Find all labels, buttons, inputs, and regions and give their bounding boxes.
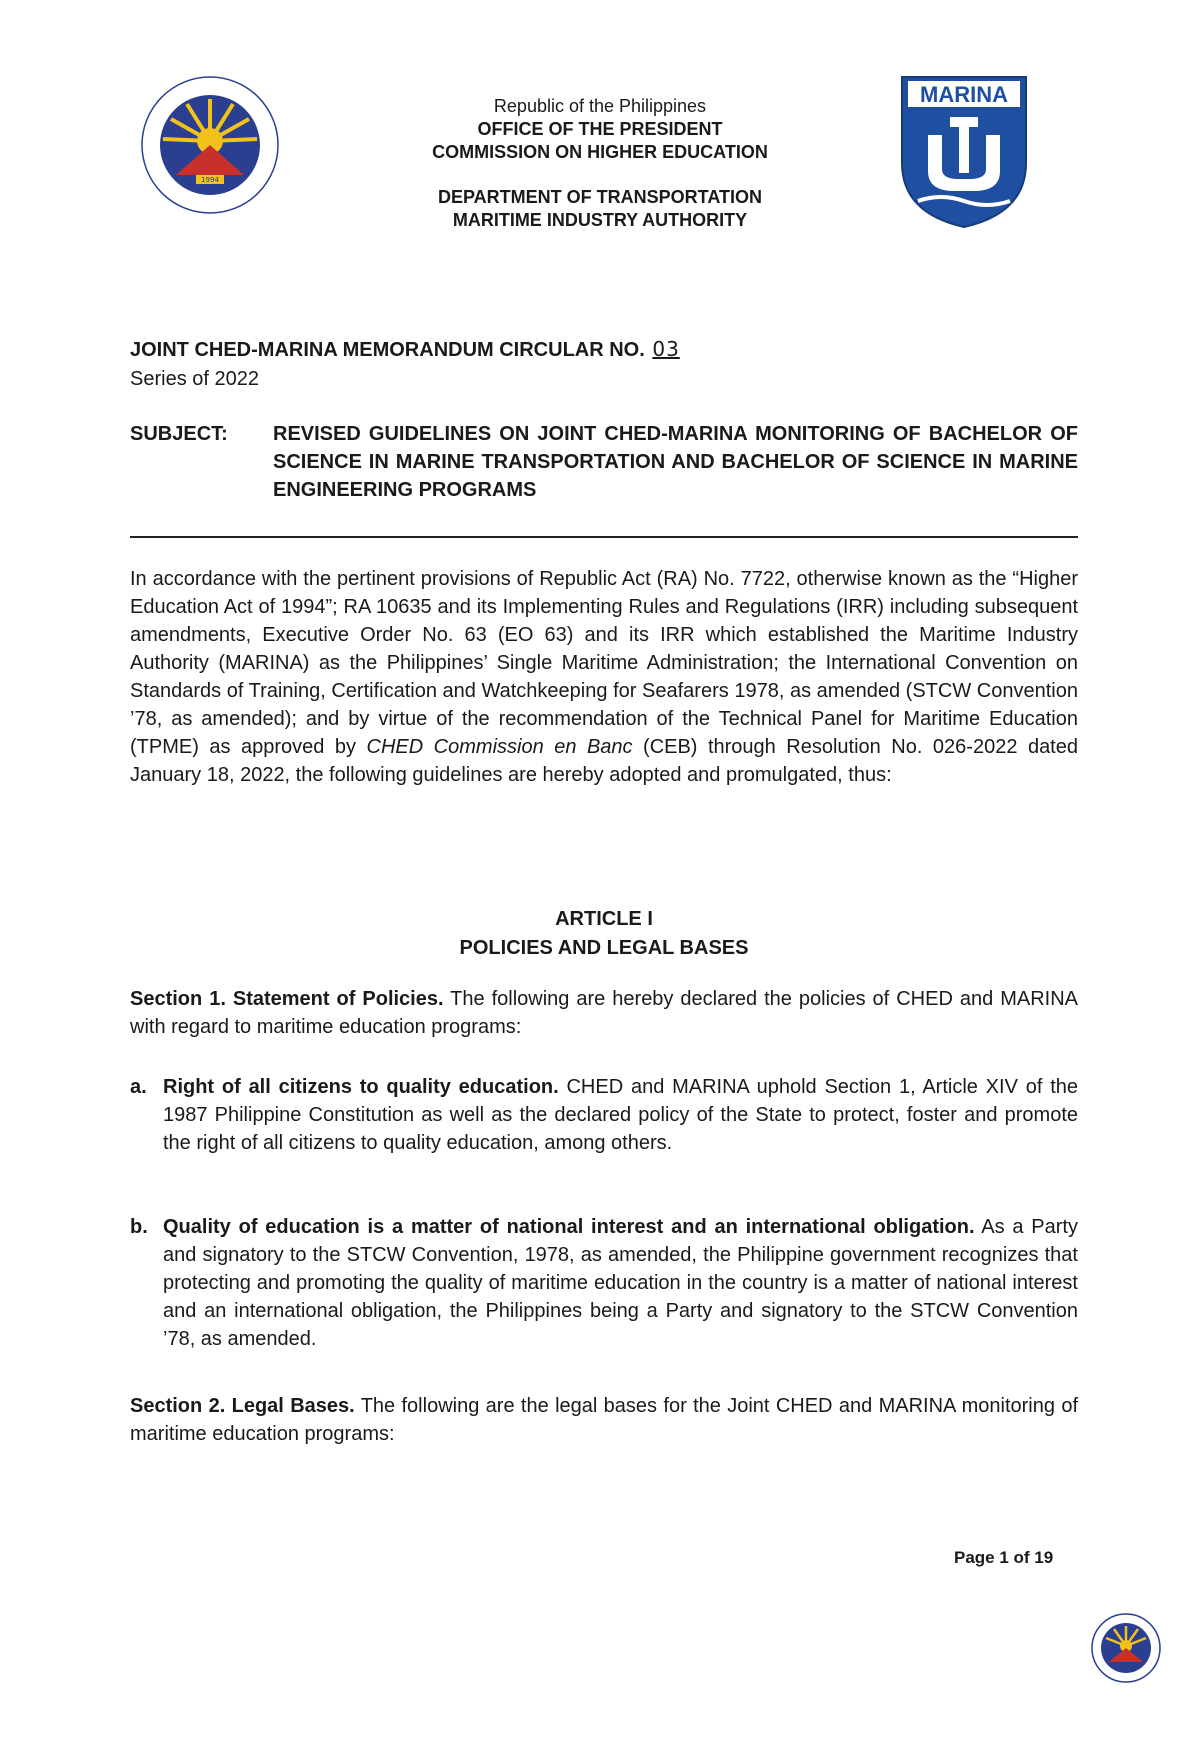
marina-logo — [898, 73, 1030, 229]
intro-paragraph — [130, 565, 1078, 789]
intro-text-part2: (CEB) through Resolution No. 026-2022 dated January 18, 2022, the following guidelines are hereby adopted and promulgated, thus: — [130, 736, 1078, 786]
page-number: Page 1 of 19 — [954, 1548, 1054, 1567]
subject-label: SUBJECT: — [130, 423, 228, 445]
header-ched: COMMISSION ON HIGHER EDUCATION — [432, 142, 768, 162]
header-office: OFFICE OF THE PRESIDENT — [477, 119, 723, 139]
header-dotr: DEPARTMENT OF TRANSPORTATION — [438, 187, 762, 207]
policy-item-a — [130, 1073, 1078, 1157]
section-2 — [130, 1392, 1078, 1448]
circular-number: 03 — [652, 337, 680, 361]
ched-seal-small-icon — [1090, 1612, 1162, 1684]
article-number: ARTICLE I — [555, 908, 653, 930]
item-b-letter: b. — [130, 1216, 148, 1238]
intro-text-part1: In accordance with the pertinent provisions of Republic Act (RA) No. 7722, otherwise known as the “Higher Education Act of 1994”; RA 10635 and its Implementing Rules and Regulations (IRR) including subsequent amendments, Executive Order No. 63 (EO 63) and its IRR which established the Maritime Industry Authority (MARINA) as the Philippines’ Single Maritime Administration; the International Convention on Standards of Training, Certification and Watchkeeping for Seafarers 1978, as amended (STCW Convention ’78, as amended); and by virtue of the recommendation of the Technical Panel for Maritime Education (TPME) as approved by — [130, 568, 1078, 758]
item-a-heading: Right of all citizens to quality education. — [163, 1076, 559, 1098]
divider — [130, 536, 1078, 538]
subject-text: REVISED GUIDELINES ON JOINT CHED-MARINA MONITORING OF BACHELOR OF SCIENCE IN MARINE TRANSPORTATION AND BACHELOR OF SCIENCE IN MARINE ENGINEERING PROGRAMS — [273, 423, 1078, 501]
circular-series: Series of 2022 — [130, 368, 259, 390]
circular-title: JOINT CHED-MARINA MEMORANDUM CIRCULAR NO. — [130, 339, 645, 361]
letterhead-text — [350, 95, 850, 232]
letterhead — [0, 75, 1200, 275]
item-a-letter: a. — [130, 1076, 147, 1098]
svg-text:MARINA: MARINA — [920, 82, 1008, 107]
item-b-heading: Quality of education is a matter of national interest and an international obligation. — [163, 1216, 975, 1238]
item-b-text: As a Party and signatory to the STCW Convention, 1978, as amended, the Philippine government recognizes that protecting and promoting the quality of maritime education in the country is a matter of national interest and an international obligation, the Philippines being a Party and signatory to the STCW Convention ’78, as amended. — [163, 1216, 1078, 1350]
section-1-text: The following are hereby declared the policies of CHED and MARINA with regard to maritime education programs: — [130, 988, 1078, 1038]
article-heading — [130, 905, 1078, 963]
policy-item-b — [130, 1213, 1078, 1353]
ched-seal-logo — [140, 75, 280, 215]
svg-text:1994: 1994 — [201, 176, 219, 184]
section-1 — [130, 985, 1078, 1041]
header-marina: MARITIME INDUSTRY AUTHORITY — [452, 210, 748, 230]
intro-text-italic: CHED Commission en Banc — [366, 736, 633, 758]
subject-block — [130, 420, 1078, 504]
article-title: POLICIES AND LEGAL BASES — [459, 937, 749, 959]
item-a-text: CHED and MARINA uphold Section 1, Article XIV of the 1987 Philippine Constitution as well as the declared policy of the State to protect, foster and promote the right of all citizens to quality education, among others. — [163, 1076, 1078, 1154]
header-republic: Republic of the Philippines — [493, 96, 707, 116]
circular-header — [130, 337, 682, 391]
section-2-heading: Section 2. Legal Bases. — [130, 1395, 355, 1417]
section-1-heading: Section 1. Statement of Policies. — [130, 988, 444, 1010]
section-2-text: The following are the legal bases for the Joint CHED and MARINA monitoring of maritime education programs: — [130, 1395, 1078, 1445]
